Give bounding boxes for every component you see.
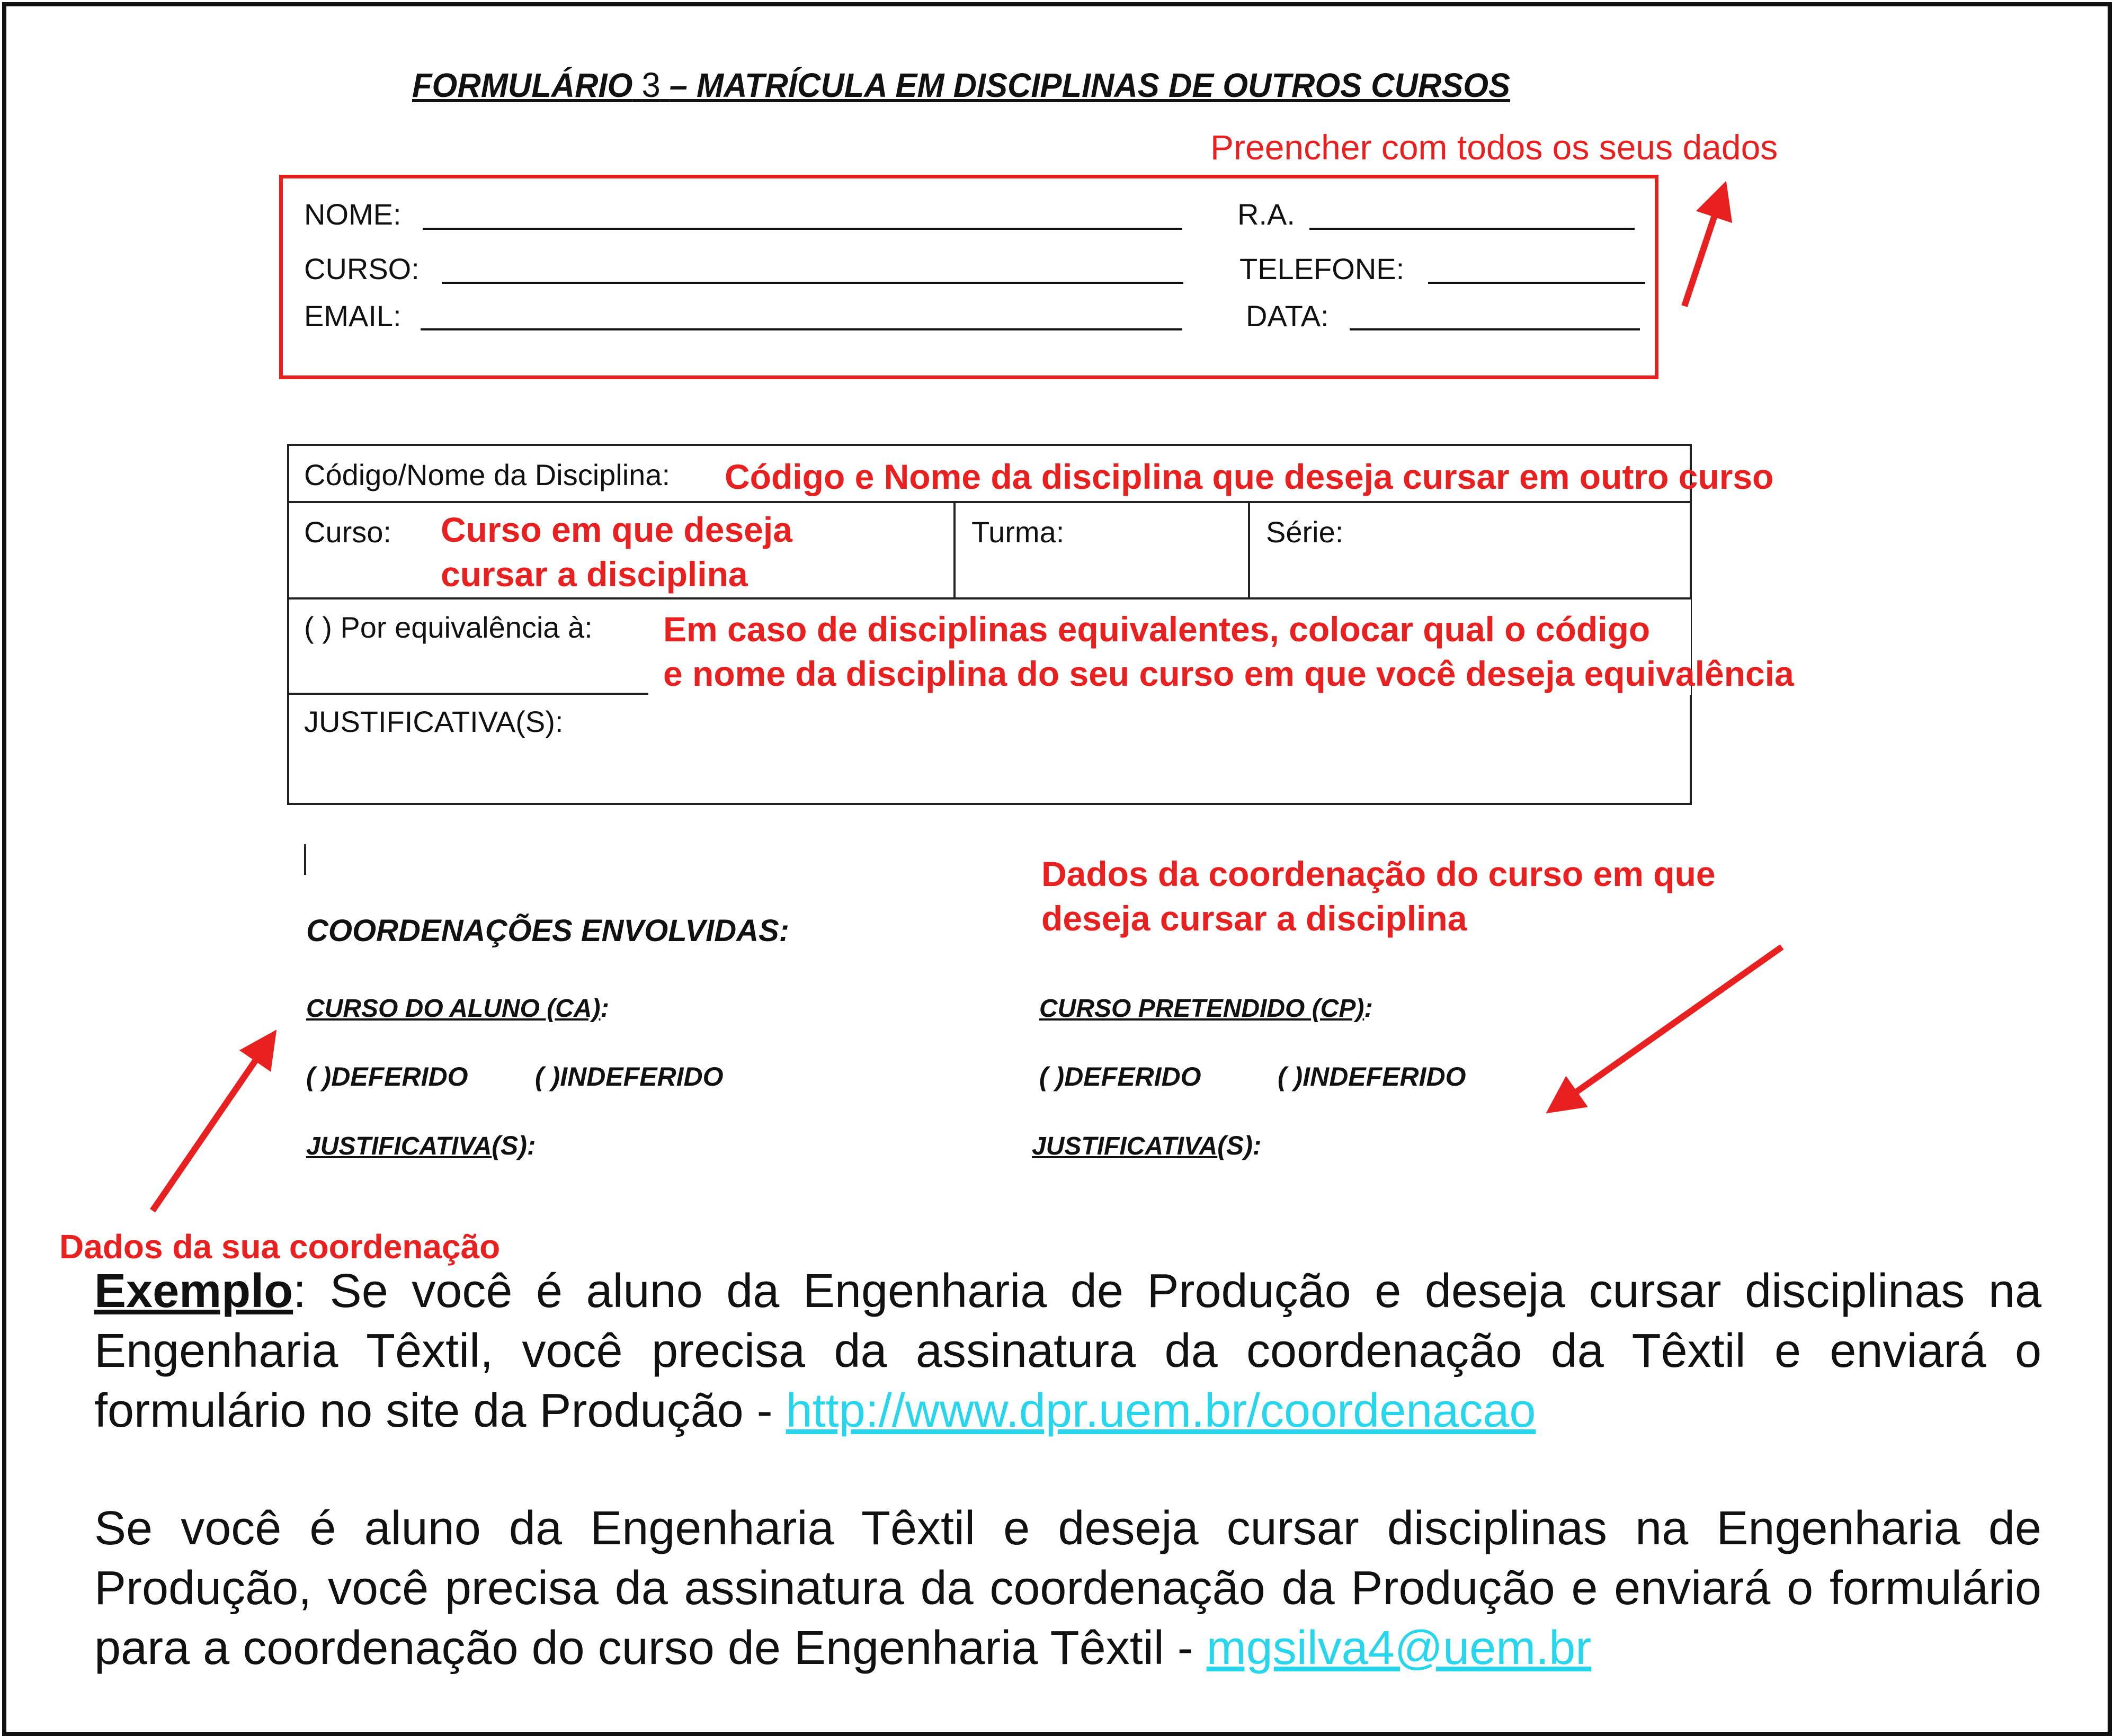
ca-label: CURSO DO ALUNO (CA): <box>306 993 610 1023</box>
turma-label: Turma: <box>971 515 1065 549</box>
example-paragraph-2: Se você é aluno da Engenharia Têxtil e deseja cursar disciplinas na Engenharia de Produção, você precisa da assinatura da coordenação da Produção e enviará o formulário para a coordenação do curso de Engenharia Têxtil - mgsilva4@uem.br <box>94 1502 2041 1675</box>
annotation-equiv-line1: Em caso de disciplinas equivalentes, colocar qual o código <box>663 610 1651 649</box>
annotation-target-coord-line2: deseja cursar a disciplina <box>1041 899 1467 938</box>
nome-label: NOME: <box>304 198 402 231</box>
cp-justificativa-label: JUSTIFICATIVA(S): <box>1032 1131 1262 1160</box>
annotation-own-coord: Dados da sua coordenação <box>59 1228 501 1266</box>
data-label: DATA: <box>1246 299 1329 333</box>
annotation-code-name: Código e Nome da disciplina que deseja cursar em outro curso <box>725 457 1774 496</box>
cp-deferido-checkbox[interactable]: ( )DEFERIDO <box>1039 1062 1201 1091</box>
coordination-heading: COORDENAÇÕES ENVOLVIDAS: <box>306 914 789 948</box>
cp-indeferido-checkbox[interactable]: ( )INDEFERIDO <box>1278 1062 1466 1091</box>
dpr-coordenacao-link[interactable]: http://www.dpr.uem.br/coordenacao <box>786 1384 1536 1437</box>
ca-deferido-checkbox[interactable]: ( )DEFERIDO <box>306 1062 468 1091</box>
ra-label: R.A. <box>1237 198 1295 231</box>
justificativa-table-label: JUSTIFICATIVA(S): <box>304 705 564 738</box>
curso-label: CURSO: <box>304 252 420 285</box>
curso-table-label: Curso: <box>304 515 391 549</box>
annotation-course-line2: cursar a disciplina <box>441 554 748 594</box>
cp-label: CURSO PRETENDIDO (CP): <box>1039 993 1373 1023</box>
ca-indeferido-checkbox[interactable]: ( )INDEFERIDO <box>535 1062 724 1091</box>
form-title: FORMULÁRIO 3 – MATRÍCULA EM DISCIPLINAS DE OUTROS CURSOS <box>412 65 1511 104</box>
ca-justificativa-label: JUSTIFICATIVA(S): <box>306 1131 536 1160</box>
telefone-label: TELEFONE: <box>1239 252 1405 285</box>
annotation-equiv-line2: e nome da disciplina do seu curso em que você deseja equivalência <box>663 654 1794 693</box>
serie-label: Série: <box>1266 515 1344 549</box>
annotation-course-line1: Curso em que deseja <box>441 510 792 549</box>
arrow-to-fill-note <box>1684 192 1723 306</box>
annotation-fill-data: Preencher com todos os seus dados <box>1210 128 1778 167</box>
arrow-to-ca-section <box>153 1039 270 1211</box>
equivalencia-label: ( ) Por equivalência à: <box>304 611 593 644</box>
annotation-target-coord-line1: Dados da coordenação do curso em que <box>1041 854 1716 893</box>
arrow-to-cp-section <box>1555 947 1782 1107</box>
example-paragraph-1: Exemplo: Se você é aluno da Engenharia de Produção e deseja cursar disciplinas na Engenharia Têxtil, você precisa da assinatura da coordenação da Têxtil e enviará o formulário no site da Produção - http://www.dpr.uem.br/coordenacao <box>94 1265 2041 1437</box>
email-link[interactable]: mgsilva4@uem.br <box>1206 1622 1592 1675</box>
email-label: EMAIL: <box>304 299 402 333</box>
example-label: Exemplo <box>94 1265 293 1318</box>
codigo-nome-label: Código/Nome da Disciplina: <box>304 458 671 491</box>
